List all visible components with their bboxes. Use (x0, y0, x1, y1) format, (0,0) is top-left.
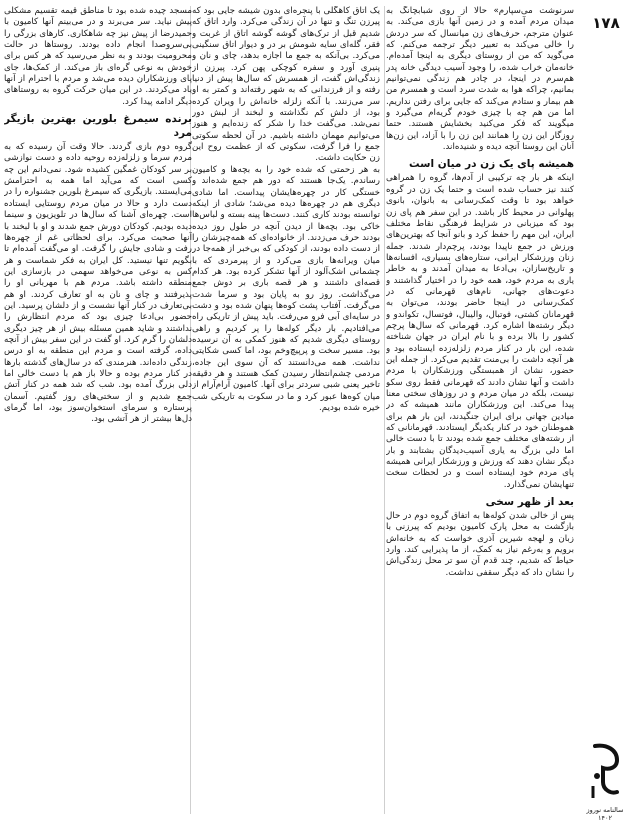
column-divider (384, 6, 385, 814)
article-column-left (4, 6, 192, 814)
section-heading: بعد از ظهر سخی (485, 496, 574, 509)
body-paragraph: مسجد چیده شده بود تا مناطق قیمه تقسیم مشکلی پیش نیاید. سر می‌برند و در می‌بینم آنها کامیون با حمیدرضا از پیش نیز چه شاهکاری. کارهای بزرگی را بی‌سروصدا انجام داده بودند. روستاها در حالت محرومیت بودند و به نظر می‌رسید که هر کس برای خودش به نوعی گره‌ای باز می‌کند. از کمک‌ها، جای پای ورزشکاران دیده می‌شد و مردم با احترام از آنها یاد می‌کردند. در این میان حرکت گروه به روستاهای دیگر ادامه پیدا کرد. (4, 6, 192, 107)
page-sidebar (582, 0, 630, 820)
body-paragraph: سرنوشت می‌سپارم» حالا از روی شبابچانگ به میدان مردم آمده و در زمین آنها بازی می‌کند. به عنوان مترجم، حرف‌های زن میانسال که سر دردش را خالی می‌کند به تعبیر دیگر ترجمه می‌کنم. که می‌گوید که من از روستای دیگری به اینجا آمده‌ام. خانه‌مان خراب شده، را وجود آسیب دیدگی خانه پدر هم‌سرم در اینجا، در چادر هم زندگی نمی‌توانیم بمانیم، چراکه هوا به شدت سرد است و همسرم من هم بیمار و ستادم می‌کند که جایی برای رفتن نداریم. اما من هم چه با چیزی خودم گریه‌ام می‌گیرد و میگویند که فکر می‌کنید بخشایش هستند. حتما روزگار این زن را همانند این زن را با آزاد، این زن‌ها آنان این روستا آنچه دیده و شنیده‌اند. (386, 6, 574, 153)
body-paragraph: یک اتاق کاهگلی با پنجره‌ای بدون شیشه جایی بود که پیرزن تنگ و تنها در آن زندگی می‌کرد. وارد اتاق که شدیم قبل از ترک‌های گوشه گوشه اتاق از غربت و فقر، گله‌ای سایه شومش بر در و دیوار اتاق سنگینی می‌کرد. بی‌آنکه به جمع ما اجازه بدهد، چای و نان و پنیری آورد و سفره کوچکی پهن کرد. پیرزن از زندگی‌اش گفت، از همسرش که سال‌ها پیش از دنیا رفته و از فرزندانی که به شهر رفته‌اند و کمتر به او سر می‌زنند. با آنکه زلزله خانه‌اش را ویران کرده بود، از دلش کم نگذاشته و لبخند از لبش دور نمی‌شد. می‌گفت خدا را شکر که زنده‌ایم و هنوز می‌توانیم مهمان داشته باشیم. در آن لحظه سکوتی جمع را فرا گرفت، سکوتی که از عظمت روح این زن حکایت داشت. (192, 6, 380, 164)
article-column-right (386, 6, 574, 814)
issue-label: سالنامه نوروز ۱۴۰۲ (586, 806, 624, 822)
page-number: ۱۷۸ (592, 14, 620, 32)
section-heading: برنده سیمرغ بلورین بهترین بازیگر مرد (4, 113, 192, 140)
body-paragraph: به هر زحمتی که شده خود را به بچه‌ها و کامیون رساندم. یک‌جا هستند که دور هم جمع شده‌اند و خستگی کار در چهره‌هایشان پیداست. اما شادی دیگری هم در چهره‌ها دیده می‌شد؛ شادی از اینکه توانسته بودند کاری کنند. دست‌ها پینه بسته و لباس‌ها خاکی بود. بچه‌ها از دیدن آنچه در طول روز دیده بودند حرف می‌زدند. از خانواده‌ای که همه‌چیزشان را از دست داده بودند، از کودکی که بی‌خبر از همه‌جا در میان ویرانه‌ها بازی می‌کرد و از پیرمردی که با چشمانی اشک‌آلود از آنها تشکر کرده بود. هر کدام قصه‌ای داشتند و هر قصه باری بر دوش جمع می‌گذاشت. روز رو به پایان بود و سرما شدت می‌گرفت. آفتاب پشت کوه‌ها پنهان شده بود و دشت در سایه‌ای آبی فرو می‌رفت. باید پیش از تاریکی راه می‌افتادیم. بار دیگر کوله‌ها را پر کردیم و راهی روستای دیگری شدیم که هنوز کمکی به آن نرسیده بود. مسیر سخت و پرپیچ‌وخم بود، اما کسی شکایتی نداشت. همه می‌دانستند که آن سوی این جاده، مردمی چشم‌انتظار رسیدن کمک هستند و هر دقیقه تاخیر یعنی شبی سردتر برای آنها. کامیون آرام‌آرام از میان کوه‌ها عبور کرد و ما در سکوت به تاریکی شب خیره شده بودیم. (192, 164, 380, 414)
magazine-logo-icon (587, 742, 625, 802)
body-paragraph: پس از خالی شدن کوله‌ها به اتفاق گروه دوم در حال بازگشت به محل پارک کامیون بودیم که پیرزنی با زبان و لهجه شیرین آذری خواست که به خانه‌اش برویم و به‌رغم نیاز به کمک، از ما پذیرایی کند. وارد حیاط که شدیم، چند قدم آن سو تر محل زندگی‌اش را نشان داد که دیگر سقفی نداشت. (386, 511, 574, 578)
body-paragraph: گروه دوم بازی گردند. حالا وقت آن رسیده که به مردم سرما و زلزله‌زده روحیه داده و دست نوازشی بر سر کودکان غمگین کشیده شود. نمی‌دانم این چه کسی است که می‌آید اما همه به احترامش می‌ایستند. بازیگری که سیمرغ بلورین جشنواره را در دست دارد و حالا در میان مردم روستایی ایستاده است. چهره‌ای آشنا که سال‌ها در تلویزیون و سینما دیده بودیم. کودکان دورش جمع شدند و او با لبخند با آنها صحبت می‌کرد. برای لحظاتی غم از چهره‌ها رفت و شادی جایش را گرفت. او می‌گفت آمده‌ام تا بگویم تنها نیستید. کل ایران به فکر شماست و هر کس به نوعی می‌خواهد سهمی در بازسازی این منطقه داشته باشد. مردم هم با مهربانی او را پذیرفتند و چای و نان به او تعارف کردند. او هم بی‌تعارف در کنار آنها نشست و از دلشان پرسید. این حضور بی‌ادعا چیزی بود که مردم انتظارش را نداشتند و شاید همین مسئله بیش از هر چیز دیگری دلشان را گرم کرد. او گفت در این سفر بیش از آنچه داده، گرفته است و مردم این منطقه به او درس زندگی داده‌اند. هنرمندی که در سال‌های گذشته بارها در کنار مردم بوده و حالا باز هم با دست خالی اما دلی بزرگ آمده بود. شب که شد همه در کنار آتش جمع شدیم و از سختی‌های روز گفتیم. آسمان پرستاره و سرمای استخوان‌سوز بود، اما گرمای دل‌ها بیشتر از هر آتشی بود. (4, 142, 192, 425)
section-heading: همیشه پای یک زن در میان است (409, 158, 574, 171)
body-paragraph: اینکه هر بار چه ترکیبی از آدم‌ها، گروه را همراهی کنند نیز حساب شده است و حتما یک زن در گروه خواهد بود تا وقت کمک‌رسانی به بانوان، بانوی پهلوانی در محیط کار باشد. در این سفر هم پای زن بود که میزبانی در شرایط فرهنگی نقاط مختلف ایران، این مهم را حفظ کرد و بانو آنجا که بهترین‌های ورزش در جمع ناپیدا بودند، پرچم‌دار شدند. جمله زنان ورزشکار ایرانی، ستاره‌های بسیاری، افسانه‌ها و تاریخ‌سازان، بی‌ادعا به میدان آمدند و به خاطر یاری به مردم خود، همه خود را در اختیار گذاشتند و دعوت‌های جهانی، نام‌های قهرمانی که در کمک‌رسانی در اینجا حاضر بودند، می‌توان به قهرمانان کشتی، فوتبال، والیبال، فوتسال، تکواندو و دیگر رشته‌ها اشاره کرد. قهرمانی که سال‌ها پرچم کشور را بالا برده و با نام ایران در جهان شناخته شده، این بار در کنار مردم زلزله‌زده ایستاده بود و هر آنچه داشت را بی‌منت تقدیم می‌کرد. از جمله این حضور، نشان از همبستگی ورزشکاران با مردم داشت و آنها نشان دادند که قهرمانی فقط روی سکو نیست، بلکه در میان مردم و در روزهای سختی معنا پیدا می‌کند. این ورزشکاران مانند همیشه که در میادین جهانی برای ایران جنگیدند، این بار هم برای هموطنان خود در کنار یکدیگر ایستادند. قهرمانانی که از رشته‌های مختلف جمع شده بودند تا با دست خالی اما دلی بزرگ به یاری آسیب‌دیدگان بشتابند و بار دیگر نشان دهند که ورزش و ورزشکار ایرانی همیشه پای مردم خود ایستاده است و در لحظات سخت تنهایشان نمی‌گذارد. (386, 173, 574, 490)
article-column-middle (192, 6, 380, 814)
